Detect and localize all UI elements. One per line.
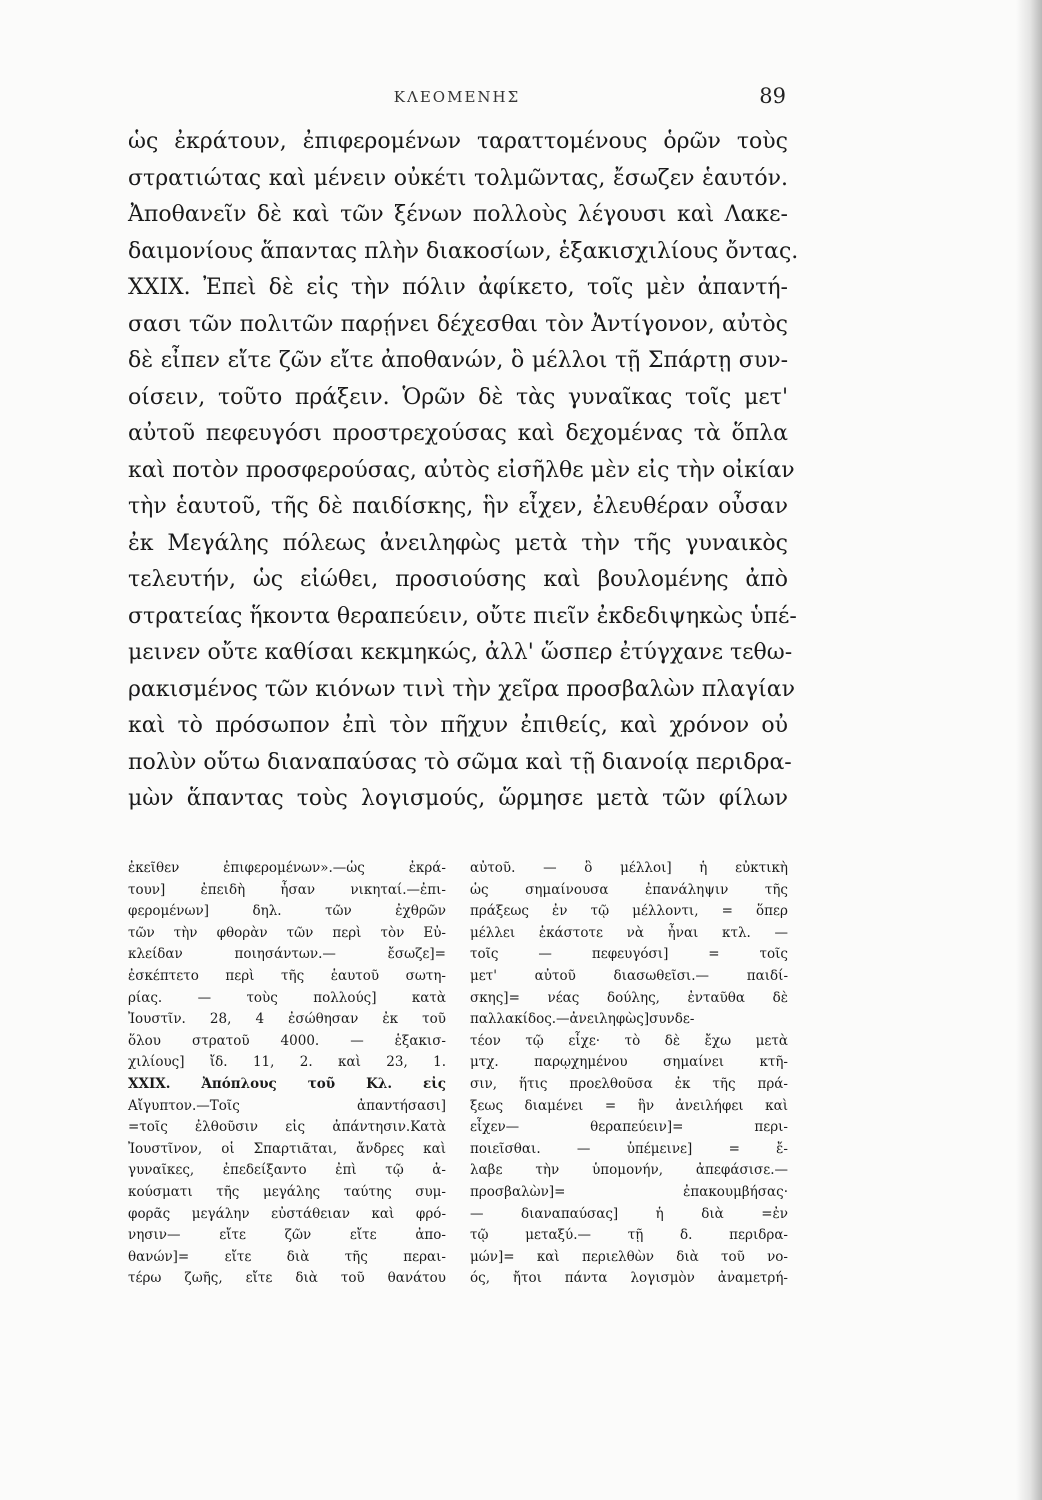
main-text-block [128, 124, 799, 818]
main-text-line: δὲ εἶπεν εἴτε ζῶν εἴτε ἀποθανών, ὃ μέλλοι τῇ Σπάρτῃ συν- [128, 348, 788, 373]
footnote-line: χιλίους] ἴδ. 11, 2. καὶ 23, 1. [128, 1054, 446, 1071]
running-title: ΚΛΕΟΜΕΝΗΣ [393, 88, 521, 106]
footnote-line: θανών]= εἴτε διὰ τῆς περαι- [128, 1248, 446, 1265]
footnote-line: ὅλου στρατοῦ 4000. — ἑξακισ- [128, 1032, 446, 1049]
footnote-line: ρίας. — τοὺς πολλούς] κατὰ [128, 989, 446, 1006]
page-header [128, 84, 786, 120]
footnote-line: ὡς σημαίνουσα ἐπανάληψιν τῆς [470, 881, 788, 898]
main-text-line: καὶ ποτὸν προσφερούσας, αὐτὸς εἰσῆλθε μὲν εἰς τὴν οἰκίαν [128, 457, 795, 483]
footnote-line: μών]= καὶ περιελθὼν διὰ τοῦ νο- [470, 1248, 788, 1265]
footnote-line: μετ' αὐτοῦ διασωθεῖσι.— παιδί- [470, 967, 788, 984]
footnote-line: πράξεως ἐν τῷ μέλλοντι, = ὅπερ [470, 903, 788, 920]
footnote-line: παλλακίδος.—ἀνειληφὼς]συνδε- [470, 1011, 695, 1028]
footnote-line: τοῖς — πεφευγόσι] = τοῖς [470, 946, 788, 963]
main-text-line: στρατιώτας καὶ μένειν οὐκέτι τολμῶντας, ἔσωζεν ἑαυτόν. [128, 165, 788, 191]
main-text-line: μὼν ἅπαντας τοὺς λογισμούς, ὥρμησε μετὰ τῶν φίλων [128, 786, 788, 811]
main-text-line: πολὺν οὕτω διαναπαύσας τὸ σῶμα καὶ τῇ διανοίᾳ περιδρα- [128, 749, 792, 775]
footnote-line: κούσματι τῆς μεγάλης ταύτης συμ- [128, 1183, 446, 1200]
footnote-line: τέον τῷ εἶχε· τὸ δὲ ἔχω μετὰ [470, 1032, 788, 1049]
main-text-line: αὐτοῦ πεφευγόσι προστρεχούσας καὶ δεχομένας τὰ ὅπλα [128, 421, 788, 446]
main-text-line: καὶ τὸ πρόσωπον ἐπὶ τὸν πῆχυν ἐπιθείς, καὶ χρόνον οὐ [128, 713, 788, 738]
page-number: 89 [759, 84, 786, 108]
footnote-line: Ἰουστῖν. 28, 4 ἐσώθησαν ἐκ τοῦ [128, 1011, 446, 1028]
footnote-line: τέρω ζωῆς, εἴτε διὰ τοῦ θανάτου [128, 1270, 446, 1287]
footnote-line: μτχ. παρῳχημένου σημαίνει κτῆ- [470, 1054, 788, 1071]
footnote-line: =τοῖς ἐλθοῦσιν εἰς ἀπάντησιν.Κατὰ [128, 1119, 446, 1136]
main-text-line: μεινεν οὔτε καθίσαι κεκμηκώς, ἀλλ' ὥσπερ ἐτύγχανε τεθω- [128, 640, 793, 665]
footnote-line: λαβε τὴν ὑπομονήν, ἀπεφάσισε.— [470, 1162, 788, 1179]
main-text-line: οίσειν, τοῦτο πράξειν. Ὁρῶν δὲ τὰς γυναῖκας τοῖς μετ' [128, 384, 788, 410]
main-text-line: XXIX. Ἐπεὶ δὲ εἰς τὴν πόλιν ἀφίκετο, τοῖς μὲν ἀπαντή- [128, 275, 788, 300]
footnote-line: τῷ μεταξύ.— τῇ δ. περιδρα- [470, 1227, 788, 1244]
main-text-line: σασι τῶν πολιτῶν παρῄνει δέχεσθαι τὸν Ἀντίγονον, αὐτὸς [128, 311, 788, 337]
footnote-line: νησιν— εἴτε ζῶν εἴτε ἀπο- [128, 1227, 446, 1244]
footnote-section-heading: XXIX. Ἀπόπλους τοῦ Κλ. εἰς [128, 1075, 446, 1092]
footnote-line: — διαναπαύσας] ἡ διὰ =ἐν [470, 1205, 788, 1222]
footnote-line: Ἰουστῖνον, οἱ Σπαρτιᾶται, ἄνδρες καὶ [128, 1140, 446, 1157]
main-text-line: ρακισμένος τῶν κιόνων τινὶ τὴν χεῖρα προσβαλὼν πλαγίαν [128, 676, 795, 702]
main-text-line: στρατείας ἥκοντα θεραπεύειν, οὔτε πιεῖν ἐκδεδιψηκὼς ὑπέ- [128, 603, 797, 629]
footnote-line: τῶν τὴν φθορὰν τῶν περὶ τὸν Εὐ- [128, 924, 446, 941]
footnote-line: φερομένων] δηλ. τῶν ἐχθρῶν [128, 903, 446, 920]
footnote-column-right [470, 858, 788, 1290]
footnote-line: ός, ἤτοι πάντα λογισμὸν ἀναμετρή- [470, 1270, 788, 1287]
footnote-column-left [128, 858, 446, 1290]
main-text-line: ἐκ Μεγάλης πόλεως ἀνειληφὼς μετὰ τὴν τῆς γυναικὸς [128, 530, 788, 556]
footnote-line: προσβαλὼν]= ἐπακουμβήσας· [470, 1183, 788, 1200]
footnote-line: ξεως διαμένει = ἣν ἀνειλήφει καὶ [470, 1097, 788, 1114]
footnote-line: φορᾶς μεγάλην εὐστάθειαν καὶ φρό- [128, 1205, 446, 1222]
footnote-line: ἐκεῖθεν ἐπιφερομένων».—ὡς ἐκρά- [128, 860, 446, 876]
main-text-line: Ἀποθανεῖν δὲ καὶ τῶν ξένων πολλοὺς λέγουσι καὶ Λακε- [128, 202, 788, 227]
footnote-line: σιν, ἥτις προελθοῦσα ἐκ τῆς πρά- [470, 1075, 788, 1092]
footnote-line: ἐσκέπτετο περὶ τῆς ἑαυτοῦ σωτη- [128, 967, 446, 984]
footnote-line: εἶχεν— θεραπεύειν]= περι- [470, 1119, 788, 1136]
main-text-line: τελευτήν, ὡς εἰώθει, προσιούσης καὶ βουλομένης ἀπὸ [128, 567, 788, 592]
footnote-line: αὐτοῦ. — ὃ μέλλοι] ἡ εὐκτικὴ [470, 860, 788, 876]
footnote-line: μέλλει ἑκάστοτε νὰ ἦναι κτλ. — [470, 924, 788, 941]
footnotes [128, 858, 788, 1328]
footnote-line: ποιεῖσθαι. — ὑπέμεινε] = ἔ- [470, 1140, 788, 1157]
footnote-line: τουν] ἐπειδὴ ἦσαν νικηταί.—ἐπι- [128, 881, 446, 898]
page-edge-shadow [1016, 0, 1042, 1500]
footnote-line: Αἴγυπτον.—Τοῖς ἀπαντήσασι] [128, 1097, 446, 1114]
footnote-line: κλείδαν ποιησάντων.— ἔσωζε]= [128, 946, 446, 963]
main-text-line: τὴν ἑαυτοῦ, τῆς δὲ παιδίσκης, ἣν εἶχεν, ἐλευθέραν οὖσαν [128, 494, 788, 519]
footnote-line: γυναῖκες, ἐπεδείξαντο ἐπὶ τῷ ἀ- [128, 1162, 446, 1179]
main-text-line: ὡς ἐκράτουν, ἐπιφερομένων ταραττομένους ὁρῶν τοὺς [128, 129, 788, 154]
main-text-line: δαιμονίους ἅπαντας πλὴν διακοσίων, ἑξακισχιλίους ὄντας. [128, 238, 799, 264]
footnote-line: σκης]= νέας δούλης, ἐνταῦθα δὲ [470, 989, 788, 1006]
